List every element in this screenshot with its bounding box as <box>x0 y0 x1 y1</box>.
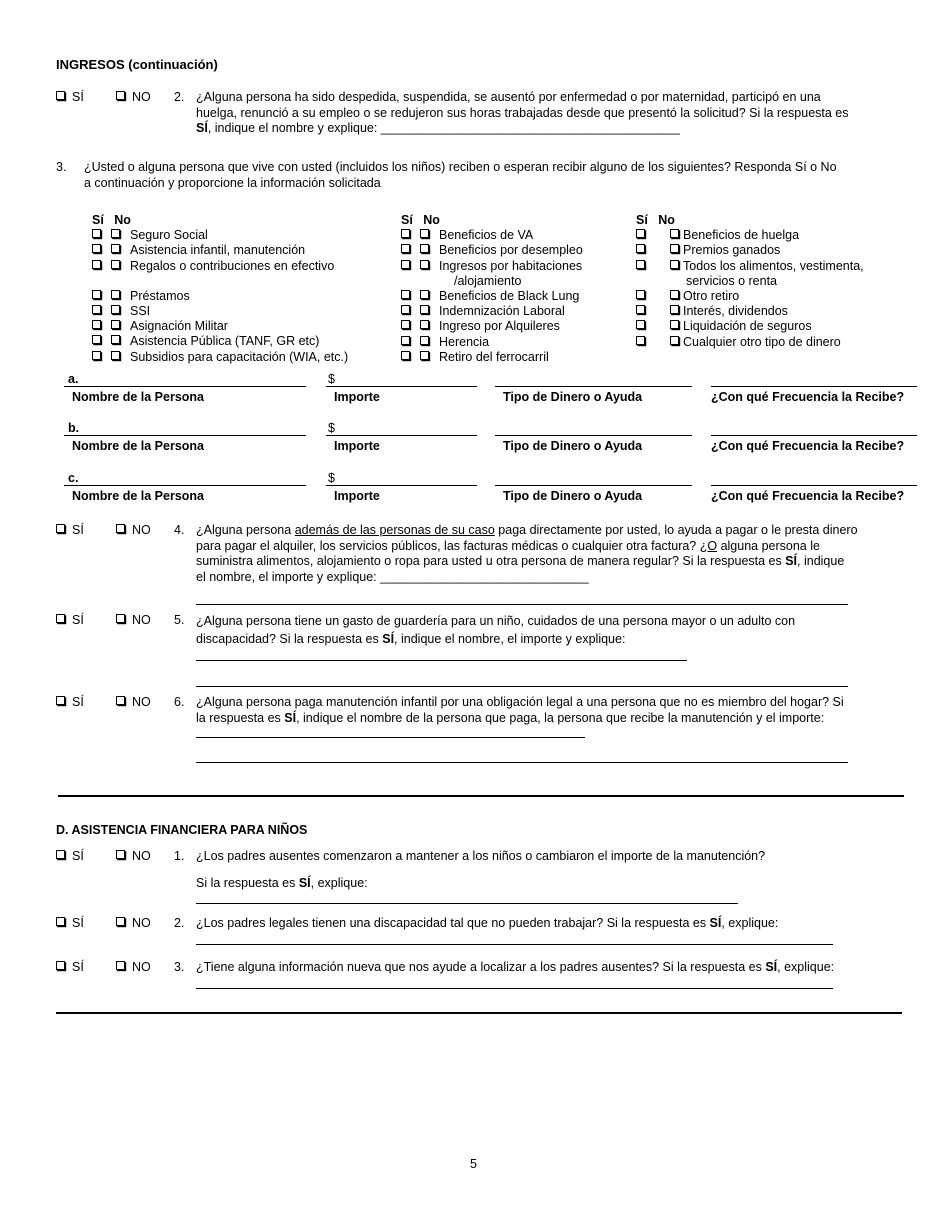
q5-no-checkbox[interactable] <box>116 614 125 623</box>
q4-no-option[interactable]: NO <box>116 523 151 537</box>
entry-c-dollar: $ <box>328 471 335 485</box>
d2-no-checkbox[interactable] <box>116 917 125 926</box>
entry-letter-b: b. <box>68 421 80 435</box>
section-heading-d: D. ASISTENCIA FINANCIERA PARA NIÑOS <box>56 823 308 837</box>
income-item[interactable]: Préstamos <box>92 289 348 304</box>
q4-number: 4. <box>174 523 185 537</box>
d1-text: ¿Los padres ausentes comenzaron a mantener a los niños o cambiaron el importe de la manutención? <box>196 849 766 863</box>
income-item[interactable]: Indemnización Laboral <box>401 304 583 319</box>
q2-yes-checkbox[interactable] <box>56 91 65 100</box>
entry-a-dollar: $ <box>328 372 335 386</box>
type-label: Tipo de Dinero o Ayuda <box>503 439 643 453</box>
q2-line2: huelga, renunció a su empleo o se redujeron sus horas trabajadas desde que presentó la solicitud? Si la respuesta es <box>196 105 849 120</box>
d3-answer-line[interactable] <box>196 988 833 989</box>
frequency-label: ¿Con qué Frecuencia la Recibe? <box>711 439 905 453</box>
q2-yes-option[interactable] <box>56 90 84 104</box>
q4-text <box>196 523 906 585</box>
entry-c-freq-line[interactable] <box>711 485 917 486</box>
no-label: NO <box>132 90 151 104</box>
d1-no-option[interactable]: NO <box>116 849 151 863</box>
page-number: 5 <box>470 1157 477 1171</box>
income-column-2: Sí No Beneficios de VA Beneficios por desempleo Ingresos por habitaciones /alojamiento Beneficios de Black Lung Indemnización Laboral Ingreso por Alquileres Herencia Retiro del ferrocarril <box>401 213 583 364</box>
d2-text: ¿Los padres legales tienen una discapacidad tal que no pueden trabajar? Si la respuesta es SÍ, explique: <box>196 916 779 930</box>
q4-answer-line[interactable] <box>196 604 848 605</box>
q4-line3: suministra alimentos, alojamiento o ropa para usted u otra persona de manera regular? Si la respuesta es SÍ, indique <box>196 554 845 568</box>
q3-line1: ¿Usted o alguna persona que vive con usted (incluidos los niños) reciben o esperan recibir alguno de los siguientes? Responda Sí o No <box>84 160 837 174</box>
amount-label: Importe <box>334 390 380 404</box>
q5-text <box>196 613 906 648</box>
entry-b-type-line[interactable] <box>495 435 692 436</box>
income-item[interactable]: Regalos o contribuciones en efectivo <box>92 259 348 274</box>
type-label: Tipo de Dinero o Ayuda <box>503 489 643 503</box>
q6-answer-line-2[interactable] <box>196 762 848 763</box>
q2-no-option[interactable] <box>116 90 151 104</box>
q2-line1: ¿Alguna persona ha sido despedida, suspendida, se ausentó por enfermedad o por maternidad, participó en una <box>196 90 821 104</box>
income-item[interactable]: SSI <box>92 304 348 319</box>
si-bold: SÍ <box>196 121 208 135</box>
q6-line2: la respuesta es SÍ, indique el nombre de la persona que paga, la persona que recibe la manutención y el importe: <box>196 710 825 725</box>
d3-text: ¿Tiene alguna información nueva que nos ayude a localizar a los padres ausentes? Si la respuesta es SÍ, explique: <box>196 960 835 974</box>
income-column-3: Sí No Beneficios de huelga Premios ganados Todos los alimentos, vestimenta, servicios o renta Otro retiro Interés, dividendos Liquidación de seguros Cualquier otro tipo de dinero <box>636 213 864 349</box>
d2-answer-line[interactable] <box>196 944 833 945</box>
amount-label: Importe <box>334 489 380 503</box>
income-item[interactable]: Cualquier otro tipo de dinero <box>636 335 864 350</box>
income-item[interactable]: Ingreso por Alquileres <box>401 319 583 334</box>
income-item[interactable]: Todos los alimentos, vestimenta, <box>636 259 864 274</box>
frequency-label: ¿Con qué Frecuencia la Recibe? <box>711 390 905 404</box>
entry-c-amount-line[interactable] <box>326 485 477 486</box>
entry-b-amount-line[interactable] <box>326 435 477 436</box>
yes-label: SÍ <box>72 90 84 104</box>
q4-line1: ¿Alguna persona además de las personas de su caso paga directamente por usted, lo ayuda a pagar o le presta dinero <box>196 523 858 537</box>
income-item[interactable]: Interés, dividendos <box>636 304 864 319</box>
entry-a-freq-line[interactable] <box>711 386 917 387</box>
q5-line2: discapacidad? Si la respuesta es SÍ, indique el nombre, el importe y explique: <box>196 631 626 646</box>
name-label: Nombre de la Persona <box>72 439 204 453</box>
income-item[interactable]: Beneficios de Black Lung <box>401 289 583 304</box>
income-item[interactable]: Otro retiro <box>636 289 864 304</box>
q4-line2: para pagar el alquiler, los servicios públicos, las facturas médicas o cualquier otra factura? ¿O alguna persona le <box>196 538 820 553</box>
d1-yes-option[interactable]: SÍ <box>56 849 84 863</box>
income-item[interactable]: Subsidios para capacitación (WIA, etc.) <box>92 350 348 365</box>
q5-number: 5. <box>174 613 185 627</box>
name-label: Nombre de la Persona <box>72 489 204 503</box>
d2-yes-checkbox[interactable] <box>56 917 65 926</box>
entry-a-type-line[interactable] <box>495 386 692 387</box>
d1-number: 1. <box>174 849 185 863</box>
entry-b-freq-line[interactable] <box>711 435 917 436</box>
q3-line2: a continuación y proporcione la información solicitada <box>84 175 381 190</box>
entry-letter-a: a. <box>68 372 79 386</box>
income-item[interactable]: Beneficios de huelga <box>636 228 864 243</box>
entry-c-name-line[interactable] <box>64 485 306 486</box>
q2-number: 2. <box>174 90 185 104</box>
type-label: Tipo de Dinero o Ayuda <box>503 390 643 404</box>
income-item[interactable]: Beneficios por desempleo <box>401 243 583 258</box>
income-item[interactable]: Asignación Militar <box>92 319 348 334</box>
section-divider <box>58 795 904 797</box>
d1-followup: Si la respuesta es SÍ, explique: <box>196 876 368 890</box>
income-item[interactable]: Asistencia infantil, manutención <box>92 243 348 258</box>
q2-text <box>196 90 896 137</box>
q5-answer-line-2[interactable] <box>196 686 848 687</box>
d3-yes-checkbox[interactable] <box>56 961 65 970</box>
entry-letter-c: c. <box>68 471 79 485</box>
entry-c-type-line[interactable] <box>495 485 692 486</box>
section-heading-income: INGRESOS (continuación) <box>56 57 218 72</box>
q2-no-checkbox[interactable] <box>116 91 125 100</box>
d3-no-option[interactable]: NO <box>116 960 151 974</box>
q5-answer-line-1[interactable] <box>196 660 687 661</box>
d3-no-checkbox[interactable] <box>116 961 125 970</box>
q6-answer-line-1[interactable] <box>196 737 585 738</box>
q4-no-checkbox[interactable] <box>116 524 125 533</box>
entry-a-amount-line[interactable] <box>326 386 477 387</box>
income-item[interactable]: Ingresos por habitaciones <box>401 259 583 274</box>
income-item[interactable]: Seguro Social <box>92 228 348 243</box>
income-item[interactable]: Beneficios de VA <box>401 228 583 243</box>
income-item[interactable]: Herencia <box>401 335 583 350</box>
entry-a-name-line[interactable] <box>64 386 306 387</box>
d2-yes-option[interactable]: SÍ <box>56 916 84 930</box>
q5-no-option[interactable]: NO <box>116 613 151 627</box>
q3-number: 3. <box>56 160 67 174</box>
q6-no-checkbox[interactable] <box>116 696 125 705</box>
q6-yes-option[interactable]: SÍ <box>56 695 84 709</box>
q4-line4: el nombre, el importe y explique: ______________________________ <box>196 569 589 584</box>
q6-yes-checkbox[interactable] <box>56 696 65 705</box>
d3-yes-option[interactable]: SÍ <box>56 960 84 974</box>
d3-number: 3. <box>174 960 185 974</box>
amount-label: Importe <box>334 439 380 453</box>
q5-yes-checkbox[interactable] <box>56 614 65 623</box>
q3-text <box>84 160 904 191</box>
frequency-label: ¿Con qué Frecuencia la Recibe? <box>711 489 905 503</box>
q5-yes-option[interactable]: SÍ <box>56 613 84 627</box>
q6-text <box>196 695 906 726</box>
income-item[interactable]: Asistencia Pública (TANF, GR etc) <box>92 334 348 349</box>
q2-line3: SÍ, indique el nombre y explique: ___________________________________________ <box>196 121 680 135</box>
income-item[interactable]: Retiro del ferrocarril <box>401 350 583 365</box>
income-item[interactable]: Premios ganados <box>636 243 864 258</box>
income-item[interactable]: Liquidación de seguros <box>636 319 864 334</box>
d1-answer-line[interactable] <box>196 903 738 904</box>
q4-yes-checkbox[interactable] <box>56 524 65 533</box>
name-label: Nombre de la Persona <box>72 390 204 404</box>
d2-no-option[interactable]: NO <box>116 916 151 930</box>
entry-b-name-line[interactable] <box>64 435 306 436</box>
q4-yes-option[interactable]: SÍ <box>56 523 84 537</box>
q6-no-option[interactable]: NO <box>116 695 151 709</box>
section-end-divider <box>56 1012 902 1014</box>
entry-b-dollar: $ <box>328 421 335 435</box>
d1-no-checkbox[interactable] <box>116 850 125 859</box>
d1-yes-checkbox[interactable] <box>56 850 65 859</box>
q6-line1: ¿Alguna persona paga manutención infantil por una obligación legal a una persona que no es miembro del hogar? Si <box>196 695 844 709</box>
q6-number: 6. <box>174 695 185 709</box>
d2-number: 2. <box>174 916 185 930</box>
q5-line1: ¿Alguna persona tiene un gasto de guardería para un niño, cuidados de una persona mayor o un adulto con <box>196 614 796 628</box>
income-column-1: Sí No Seguro Social Asistencia infantil, manutención Regalos o contribuciones en efectivo Préstamos SSI Asignación Militar Asistencia Pública (TANF, GR etc) Subsidios para capacitación (WIA, etc.) <box>92 213 349 364</box>
